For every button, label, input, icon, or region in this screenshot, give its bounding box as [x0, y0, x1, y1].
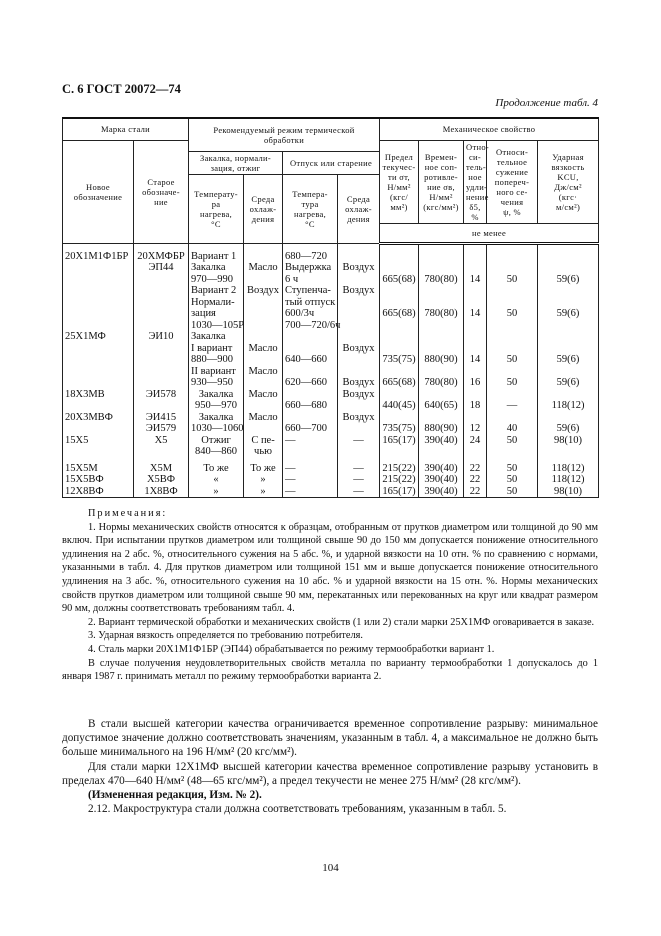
header-cooling-medium-2: Среда охлаж- дения: [338, 174, 380, 243]
cell-old-designation: ЭИ415: [134, 412, 189, 424]
cell-old-designation: [134, 297, 189, 309]
cell-yield-strength: [380, 243, 419, 262]
cell-impact-strength: [538, 366, 599, 378]
cell-heating-temp-1: Закалка: [189, 262, 244, 274]
cell-heating-temp-2: [283, 412, 338, 424]
cell-cooling-medium-2: [338, 320, 380, 332]
cell-reduction-of-area: [487, 366, 538, 378]
cell-tensile-strength: 390(40): [419, 474, 464, 486]
cell-new-designation: [63, 274, 134, 286]
cell-impact-strength: 98(10): [538, 435, 599, 447]
cell-heating-temp-2: —: [283, 474, 338, 486]
cell-heating-temp-2: Ступенча-: [283, 285, 338, 297]
table-row: [63, 366, 599, 378]
cell-tensile-strength: 880(90): [419, 354, 464, 366]
header-cooling-medium-1: Среда охлаж- дения: [244, 174, 283, 243]
cell-impact-strength: 98(10): [538, 486, 599, 498]
cell-cooling-medium-1: С пе-: [244, 435, 283, 447]
cell-heating-temp-1: 1030—1060: [189, 423, 244, 435]
cell-yield-strength: 735(75): [380, 354, 419, 366]
paragraph-12x1mf: Для стали марки 12Х1МФ высшей категории качества временное сопротивление разрыву установить в пределах 470—640 Н/мм² (48—65 кгс/мм²), а предел текучести не менее 275 Н/мм² (28 кгс/мм²).: [62, 760, 598, 787]
cell-yield-strength: 215(22): [380, 463, 419, 475]
cell-old-designation: Х5М: [134, 463, 189, 475]
cell-impact-strength: [538, 343, 599, 355]
cell-old-designation: ЭИ579: [134, 423, 189, 435]
cell-reduction-of-area: 50: [487, 435, 538, 447]
cell-impact-strength: [538, 243, 599, 262]
header-heating-temp-1: Температу- ра нагрева, °С: [189, 174, 244, 243]
cell-impact-strength: 118(12): [538, 474, 599, 486]
cell-elongation: 12: [464, 423, 487, 435]
cell-heating-temp-2: 620—660: [283, 377, 338, 389]
cell-new-designation: [63, 308, 134, 320]
cell-impact-strength: 59(6): [538, 423, 599, 435]
cell-cooling-medium-1: Масло: [244, 262, 283, 274]
cell-reduction-of-area: [487, 297, 538, 309]
cell-new-designation: [63, 262, 134, 274]
cell-impact-strength: [538, 331, 599, 343]
cell-impact-strength: [538, 320, 599, 332]
cell-reduction-of-area: 50: [487, 463, 538, 475]
cell-impact-strength: 118(12): [538, 400, 599, 412]
note-3: 3. Ударная вязкость определяется по требованию потребителя.: [88, 630, 363, 642]
cell-old-designation: [134, 320, 189, 332]
cell-tensile-strength: [419, 446, 464, 458]
cell-elongation: [464, 243, 487, 262]
cell-reduction-of-area: [487, 343, 538, 355]
cell-old-designation: [134, 377, 189, 389]
cell-heating-temp-1: II вариант: [189, 366, 244, 378]
cell-heating-temp-1: Вариант 1: [189, 243, 244, 262]
header-impact-strength: Ударная вязкость KCU, Дж/см² (кгс· м/см²): [538, 140, 599, 223]
cell-heating-temp-1: 1030—105Р: [189, 320, 244, 332]
cell-elongation: [464, 343, 487, 355]
header-new-designation: Новое обозначение: [63, 140, 134, 243]
cell-cooling-medium-1: Масло: [244, 366, 283, 378]
cell-reduction-of-area: 50: [487, 474, 538, 486]
cell-elongation: [464, 297, 487, 309]
cell-new-designation: 15Х5: [63, 435, 134, 447]
cell-reduction-of-area: 50: [487, 308, 538, 320]
cell-impact-strength: [538, 389, 599, 401]
document-header: С. 6 ГОСТ 20072—74: [62, 82, 181, 96]
cell-elongation: [464, 285, 487, 297]
cell-yield-strength: [380, 285, 419, 297]
cell-yield-strength: [380, 412, 419, 424]
cell-tensile-strength: [419, 285, 464, 297]
cell-new-designation: [63, 343, 134, 355]
cell-tensile-strength: 390(40): [419, 486, 464, 498]
cell-reduction-of-area: 50: [487, 274, 538, 286]
cell-cooling-medium-2: —: [338, 435, 380, 447]
cell-yield-strength: 215(22): [380, 474, 419, 486]
cell-cooling-medium-1: [244, 243, 283, 262]
table-row: [63, 243, 599, 262]
cell-old-designation: ЭИ578: [134, 389, 189, 401]
cell-reduction-of-area: 40: [487, 423, 538, 435]
cell-new-designation: 15Х5М: [63, 463, 134, 475]
cell-yield-strength: 665(68): [380, 377, 419, 389]
cell-heating-temp-1: 930—950: [189, 377, 244, 389]
table-row: [63, 389, 599, 401]
cell-cooling-medium-2: Воздух: [338, 262, 380, 274]
header-reduction-of-area: Относи- тельное сужение попереч- ного се- чения ψ, %: [487, 140, 538, 223]
cell-reduction-of-area: 50: [487, 486, 538, 498]
cell-new-designation: [63, 400, 134, 412]
cell-new-designation: [63, 320, 134, 332]
cell-yield-strength: 665(68): [380, 274, 419, 286]
cell-cooling-medium-2: [338, 423, 380, 435]
cell-old-designation: [134, 446, 189, 458]
cell-elongation: 24: [464, 435, 487, 447]
cell-heating-temp-1: 840—860: [189, 446, 244, 458]
cell-old-designation: [134, 343, 189, 355]
header-mechanical-properties: Механическое свойство: [380, 118, 599, 140]
cell-tensile-strength: [419, 331, 464, 343]
cell-cooling-medium-1: [244, 331, 283, 343]
header-steel-grade: Марка стали: [63, 118, 189, 140]
cell-elongation: [464, 366, 487, 378]
paragraph-tensile-limit: В стали высшей категории качества ограничивается временное сопротивление разрыву: минимальное допустимое значение должно соответствовать значениям, указанным в табл. 4, а максимальное не должно быть больше минимального на 196 Н/мм² (20 кгс/мм²).: [62, 718, 598, 759]
cell-elongation: 22: [464, 474, 487, 486]
notes-title: Примечания:: [88, 508, 168, 519]
table-row: [63, 274, 599, 286]
cell-old-designation: Х5ВФ: [134, 474, 189, 486]
cell-old-designation: [134, 274, 189, 286]
cell-impact-strength: 59(6): [538, 274, 599, 286]
cell-tensile-strength: 390(40): [419, 463, 464, 475]
cell-tensile-strength: 780(80): [419, 274, 464, 286]
cell-heating-temp-2: [283, 331, 338, 343]
cell-new-designation: 20Х3МВФ: [63, 412, 134, 424]
table-row: [63, 285, 599, 297]
header-tensile-strength: Времен- ное соп- ротивле- ние σв, Н/мм² (кгс/мм²): [419, 140, 464, 223]
cell-cooling-medium-2: [338, 366, 380, 378]
body-text: [62, 717, 598, 816]
cell-heating-temp-1: зация: [189, 308, 244, 320]
paragraph-2-12: 2.12. Макроструктура стали должна соответствовать требованиям, указанным в табл. 5.: [88, 803, 507, 816]
cell-yield-strength: [380, 389, 419, 401]
cell-reduction-of-area: [487, 262, 538, 274]
cell-impact-strength: 59(6): [538, 377, 599, 389]
note-2: 2. Вариант термической обработки и механических свойств (1 или 2) стали марки 25Х1МФ оговаривается в заказе.: [88, 616, 595, 628]
table-row: [63, 262, 599, 274]
table-row: [63, 308, 599, 320]
table-row: [63, 343, 599, 355]
table-row: [63, 412, 599, 424]
cell-yield-strength: 165(17): [380, 486, 419, 498]
table-row: [63, 297, 599, 309]
cell-cooling-medium-1: [244, 377, 283, 389]
cell-reduction-of-area: [487, 412, 538, 424]
cell-heating-temp-1: «: [189, 474, 244, 486]
cell-reduction-of-area: 50: [487, 354, 538, 366]
cell-heating-temp-2: [283, 366, 338, 378]
cell-yield-strength: [380, 297, 419, 309]
cell-yield-strength: 735(75): [380, 423, 419, 435]
cell-cooling-medium-2: Воздух: [338, 285, 380, 297]
cell-cooling-medium-2: [338, 308, 380, 320]
cell-yield-strength: [380, 446, 419, 458]
cell-heating-temp-2: 660—680: [283, 400, 338, 412]
cell-cooling-medium-1: Масло: [244, 389, 283, 401]
cell-new-designation: [63, 354, 134, 366]
cell-cooling-medium-2: —: [338, 486, 380, 498]
cell-tensile-strength: [419, 389, 464, 401]
cell-old-designation: [134, 400, 189, 412]
cell-tensile-strength: [419, 243, 464, 262]
cell-heating-temp-2: 680—720: [283, 243, 338, 262]
cell-heating-temp-2: 660—700: [283, 423, 338, 435]
cell-cooling-medium-1: [244, 308, 283, 320]
cell-old-designation: 20ХМФБР: [134, 243, 189, 262]
cell-old-designation: [134, 285, 189, 297]
cell-tensile-strength: [419, 297, 464, 309]
cell-cooling-medium-1: [244, 354, 283, 366]
cell-heating-temp-1: Отжиг: [189, 435, 244, 447]
cell-old-designation: [134, 308, 189, 320]
cell-new-designation: [63, 377, 134, 389]
cell-cooling-medium-2: Воздух: [338, 389, 380, 401]
cell-heating-temp-1: 880—900: [189, 354, 244, 366]
header-tempering: Отпуск или старение: [283, 151, 380, 174]
cell-cooling-medium-1: [244, 400, 283, 412]
header-quenching: Закалка, нормали- зация, отжиг: [189, 151, 283, 174]
cell-yield-strength: 165(17): [380, 435, 419, 447]
cell-impact-strength: [538, 412, 599, 424]
table-continuation-label: Продолжение табл. 4: [495, 97, 598, 109]
cell-elongation: 22: [464, 463, 487, 475]
cell-new-designation: 18Х3МВ: [63, 389, 134, 401]
cell-elongation: [464, 446, 487, 458]
cell-heating-temp-1: I вариант: [189, 343, 244, 355]
table-row: [63, 474, 599, 486]
cell-impact-strength: 59(6): [538, 354, 599, 366]
cell-new-designation: [63, 446, 134, 458]
table-row: [63, 320, 599, 332]
cell-reduction-of-area: [487, 285, 538, 297]
cell-yield-strength: [380, 331, 419, 343]
cell-tensile-strength: [419, 320, 464, 332]
note-4: 4. Сталь марки 20Х1М1Ф1БР (ЭП44) обрабатывается по режиму термообработки вариант 1.: [88, 643, 495, 655]
cell-old-designation: [134, 354, 189, 366]
cell-cooling-medium-2: Воздух: [338, 412, 380, 424]
cell-tensile-strength: 640(65): [419, 400, 464, 412]
cell-new-designation: [63, 297, 134, 309]
header-not-less-than: не менее: [380, 223, 599, 243]
header-elongation: Отно- си- тель- ное удли- нение δ5, %: [464, 140, 487, 223]
cell-new-designation: [63, 285, 134, 297]
table-row: [63, 463, 599, 475]
cell-old-designation: Х5: [134, 435, 189, 447]
cell-impact-strength: [538, 262, 599, 274]
cell-old-designation: [134, 366, 189, 378]
cell-yield-strength: 440(45): [380, 400, 419, 412]
cell-heating-temp-1: То же: [189, 463, 244, 475]
cell-heating-temp-1: »: [189, 486, 244, 498]
cell-yield-strength: [380, 366, 419, 378]
cell-tensile-strength: [419, 366, 464, 378]
cell-cooling-medium-1: Масло: [244, 343, 283, 355]
cell-new-designation: 25Х1МФ: [63, 331, 134, 343]
cell-cooling-medium-1: Масло: [244, 412, 283, 424]
cell-heating-temp-2: [283, 389, 338, 401]
cell-heating-temp-2: —: [283, 435, 338, 447]
cell-tensile-strength: 780(80): [419, 377, 464, 389]
cell-yield-strength: [380, 262, 419, 274]
cell-yield-strength: [380, 320, 419, 332]
cell-yield-strength: 665(68): [380, 308, 419, 320]
cell-reduction-of-area: —: [487, 400, 538, 412]
cell-cooling-medium-1: [244, 274, 283, 286]
cell-tensile-strength: [419, 343, 464, 355]
cell-heating-temp-2: 600/3ч: [283, 308, 338, 320]
cell-reduction-of-area: [487, 320, 538, 332]
cell-reduction-of-area: [487, 446, 538, 458]
cell-new-designation: 20Х1М1Ф1БР: [63, 243, 134, 262]
cell-elongation: 18: [464, 400, 487, 412]
cell-elongation: [464, 389, 487, 401]
table-row: [63, 331, 599, 343]
table-row: [63, 435, 599, 447]
cell-elongation: 16: [464, 377, 487, 389]
cell-heating-temp-2: —: [283, 463, 338, 475]
cell-reduction-of-area: [487, 331, 538, 343]
table-row: [63, 400, 599, 412]
cell-tensile-strength: [419, 412, 464, 424]
cell-new-designation: 12Х8ВФ: [63, 486, 134, 498]
cell-heating-temp-1: Закалка: [189, 412, 244, 424]
cell-heating-temp-2: Выдержка: [283, 262, 338, 274]
cell-elongation: 14: [464, 308, 487, 320]
cell-cooling-medium-1: чью: [244, 446, 283, 458]
table-row: [63, 354, 599, 366]
header-heat-treatment: Рекомендуемый режим термической обработки: [189, 118, 380, 151]
cell-cooling-medium-2: [338, 274, 380, 286]
cell-cooling-medium-1: [244, 297, 283, 309]
cell-cooling-medium-2: [338, 331, 380, 343]
cell-elongation: 22: [464, 486, 487, 498]
cell-heating-temp-2: 6 ч: [283, 274, 338, 286]
cell-tensile-strength: 390(40): [419, 435, 464, 447]
cell-tensile-strength: 880(90): [419, 423, 464, 435]
header-heating-temp-2: Темпера- тура нагрева, °С: [283, 174, 338, 243]
cell-cooling-medium-1: [244, 423, 283, 435]
cell-reduction-of-area: [487, 243, 538, 262]
cell-old-designation: ЭИ10: [134, 331, 189, 343]
cell-new-designation: [63, 366, 134, 378]
cell-heating-temp-1: Закалка: [189, 389, 244, 401]
cell-new-designation: 15Х5ВФ: [63, 474, 134, 486]
cell-heating-temp-1: 970—990: [189, 274, 244, 286]
cell-heating-temp-2: тый отпуск: [283, 297, 338, 309]
cell-cooling-medium-1: Воздух: [244, 285, 283, 297]
cell-cooling-medium-2: [338, 446, 380, 458]
table-body: [63, 243, 599, 498]
note-4-continuation: В случае получения неудовлетворительных свойств металла по варианту термообработки 1 допускалось до 1 января 1987 г. принимать металл по режиму термообработки варианта 2.: [62, 657, 598, 683]
cell-heating-temp-2: [283, 446, 338, 458]
cell-cooling-medium-2: —: [338, 463, 380, 475]
cell-reduction-of-area: [487, 389, 538, 401]
cell-cooling-medium-2: [338, 243, 380, 262]
notes-section: [62, 507, 598, 684]
cell-heating-temp-1: Вариант 2: [189, 285, 244, 297]
cell-impact-strength: 118(12): [538, 463, 599, 475]
cell-yield-strength: [380, 343, 419, 355]
cell-impact-strength: 59(6): [538, 308, 599, 320]
cell-cooling-medium-2: [338, 297, 380, 309]
table-row: [63, 446, 599, 458]
cell-tensile-strength: 780(80): [419, 308, 464, 320]
cell-heating-temp-1: Закалка: [189, 331, 244, 343]
cell-impact-strength: [538, 297, 599, 309]
cell-heating-temp-1: Нормали-: [189, 297, 244, 309]
cell-elongation: [464, 262, 487, 274]
note-1: 1. Нормы механических свойств относятся к образцам, отобранным от прутков диаметром или толщиной до 90 мм включ. При испытании прутков диаметром или толщиной свыше 90 до 150 мм допускается понижение относительного удлинения на 2 абс. %, относительного сужения на 5 абс. %, и ударной вязкости на 10 отн. % по сравнению с нормами, указанными в табл. 4. Для прутков диаметром или толщиной 151 мм и выше допускается понижение относительного удлинения на 3 абс. %, относительного сужения на 10 абс. % и ударной вязкости на 15 отн. %. Нормы механических свойств прутков диаметром или толщиной свыше 90 мм, перекатанных или перекованных на круг или квадрат размером 90 мм, должны соответствовать требованиям табл. 4.: [62, 521, 598, 615]
cell-elongation: 14: [464, 274, 487, 286]
cell-cooling-medium-2: Воздух: [338, 377, 380, 389]
cell-cooling-medium-1: »: [244, 486, 283, 498]
cell-heating-temp-2: 640—660: [283, 354, 338, 366]
cell-cooling-medium-2: —: [338, 474, 380, 486]
cell-reduction-of-area: 50: [487, 377, 538, 389]
cell-cooling-medium-2: Воздух: [338, 343, 380, 355]
header-old-designation: Старое обозначе- ние: [134, 140, 189, 243]
cell-cooling-medium-1: »: [244, 474, 283, 486]
page-number: 104: [322, 862, 339, 874]
cell-cooling-medium-2: [338, 400, 380, 412]
cell-heating-temp-2: —: [283, 486, 338, 498]
cell-elongation: 14: [464, 354, 487, 366]
cell-tensile-strength: [419, 262, 464, 274]
table-row: [63, 486, 599, 498]
table-row: [63, 377, 599, 389]
steel-properties-table: [62, 117, 599, 498]
cell-heating-temp-2: [283, 343, 338, 355]
amendment-note: (Измененная редакция, Изм. № 2).: [88, 789, 262, 802]
cell-elongation: [464, 331, 487, 343]
cell-old-designation: ЭП44: [134, 262, 189, 274]
cell-impact-strength: [538, 285, 599, 297]
cell-elongation: [464, 320, 487, 332]
cell-old-designation: 1Х8ВФ: [134, 486, 189, 498]
cell-cooling-medium-1: То же: [244, 463, 283, 475]
cell-cooling-medium-2: [338, 354, 380, 366]
cell-cooling-medium-1: [244, 320, 283, 332]
header-yield-strength: Предел текучес- ти σт, Н/мм² (кгс/мм²): [380, 140, 419, 223]
cell-new-designation: [63, 423, 134, 435]
cell-elongation: [464, 412, 487, 424]
cell-heating-temp-1: 950—970: [189, 400, 244, 412]
table-row: [63, 423, 599, 435]
cell-impact-strength: [538, 446, 599, 458]
cell-heating-temp-2: 700—720/6ч: [283, 320, 338, 332]
